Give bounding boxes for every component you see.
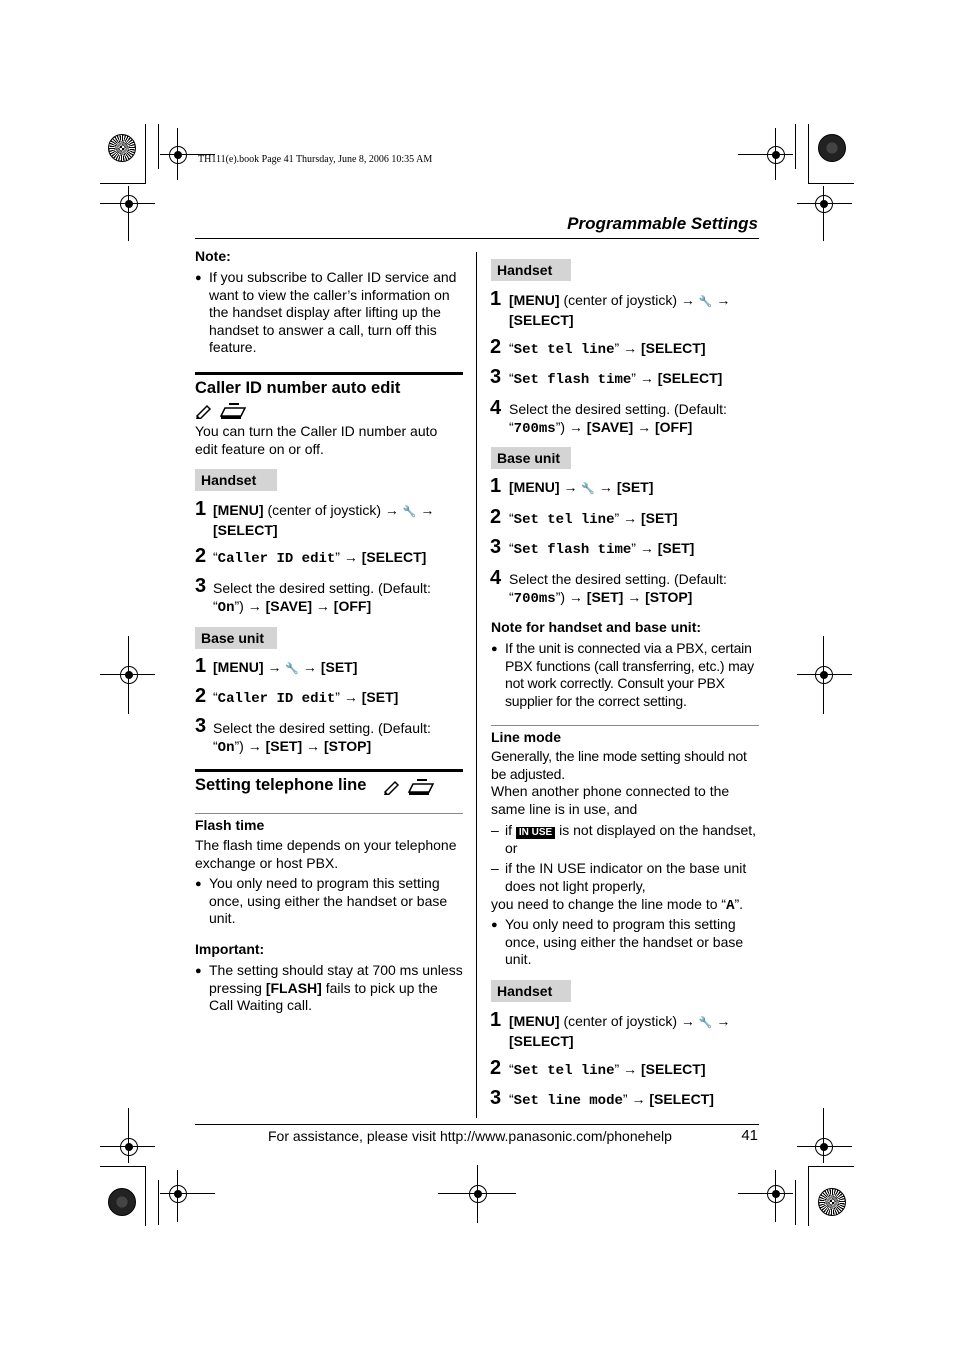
quote: ” — [622, 1091, 628, 1107]
in-use-indicator: IN USE — [516, 827, 555, 839]
step-text — [509, 540, 761, 560]
arrow-icon: → — [306, 737, 321, 754]
quote: ”) — [234, 597, 244, 614]
tag-handset: Handset — [491, 259, 571, 281]
arrow-icon: → — [568, 588, 583, 605]
flash-time-title: Flash time — [195, 817, 265, 833]
wrench-icon: 🔧 — [698, 1017, 713, 1029]
arrow-icon: → — [420, 502, 435, 518]
step-text — [213, 580, 465, 617]
arrow-icon: → — [639, 370, 654, 386]
quote: “ — [509, 1061, 514, 1077]
base-unit-icon — [407, 778, 435, 796]
crop-mark — [823, 186, 824, 241]
header-rule — [195, 238, 759, 239]
step-text — [213, 659, 465, 679]
key-select: [SELECT] — [649, 1091, 714, 1107]
step-number: 2 — [490, 1057, 502, 1079]
display-code: Set tel line — [513, 512, 615, 528]
key-menu: [MENU] — [213, 659, 264, 675]
key-select: [SELECT] — [640, 1061, 706, 1077]
print-info: TH111(e).book Page 41 Thursday, June 8, 2006 10:35 AM — [198, 154, 433, 165]
display-code: Caller ID edit — [217, 691, 336, 707]
key-set: [SET] — [320, 659, 358, 675]
key-select: [SELECT] — [509, 311, 574, 328]
arrow-icon: → — [637, 418, 652, 435]
step-text — [509, 571, 761, 608]
crop-mark — [808, 183, 854, 184]
bullet-icon: ● — [195, 272, 202, 284]
display-code: Set line mode — [513, 1093, 623, 1109]
step-number: 3 — [195, 575, 207, 597]
crop-mark — [128, 636, 129, 714]
step-text — [509, 292, 761, 329]
step-number: 2 — [490, 506, 502, 528]
quote: “ — [213, 737, 218, 754]
key-off: [OFF] — [655, 418, 693, 435]
quote: “ — [213, 689, 218, 705]
registration-target-icon — [815, 666, 833, 684]
p3-b: ”. — [734, 896, 744, 912]
note-handset-base-title: Note for handset and base unit: — [491, 619, 702, 635]
step-number: 1 — [490, 475, 502, 497]
subsection-rule — [491, 725, 759, 726]
important-text-b: fails to pick up the Call Waiting call. — [209, 979, 438, 1014]
crop-mark — [823, 1108, 824, 1163]
registration-target-icon — [469, 1185, 487, 1203]
key-flash: [FLASH] — [265, 979, 322, 996]
step-text — [509, 510, 761, 530]
key-set: [SET] — [640, 510, 678, 526]
quote: “ — [509, 1091, 514, 1107]
key-stop: [STOP] — [323, 737, 372, 754]
crop-mark — [808, 1166, 809, 1226]
quote: “ — [509, 540, 514, 556]
step-text — [213, 502, 465, 539]
registration-burst-icon — [108, 134, 136, 162]
arrow-icon: → — [343, 549, 358, 565]
important-text — [209, 962, 465, 1015]
handset-pen-icon — [383, 779, 403, 795]
tag-base-unit: Base unit — [491, 447, 571, 469]
bullet-icon: ● — [491, 919, 498, 931]
arrow-icon: → — [568, 418, 583, 435]
step-number: 3 — [490, 366, 502, 388]
crop-mark — [797, 1146, 852, 1147]
arrow-icon: → — [267, 659, 282, 675]
quote: ” — [614, 1061, 620, 1077]
registration-target-icon — [815, 1138, 833, 1156]
registration-target-icon — [169, 146, 187, 164]
crop-mark — [738, 1193, 793, 1194]
note-text: If you subscribe to Caller ID service and want to view the caller’s information on the handset display after lifting up the handset to answer a call, turn off this feature. — [209, 269, 457, 356]
step-text — [509, 1091, 761, 1111]
arrow-icon: → — [680, 1013, 695, 1029]
dash-icon: – — [491, 822, 499, 838]
arrow-icon: → — [623, 510, 638, 526]
display-code: Set tel line — [513, 1063, 615, 1079]
key-menu: [MENU] — [509, 292, 560, 308]
step-note: (center of joystick) — [563, 1013, 678, 1029]
arrow-icon: → — [598, 479, 613, 495]
wrench-icon: 🔧 — [402, 506, 417, 518]
line-mode-p1: Generally, the line mode setting should not be adjusted. — [491, 748, 747, 782]
quote: ”) — [234, 737, 244, 754]
crop-mark — [128, 186, 129, 241]
step-number: 1 — [195, 655, 207, 677]
handset-pen-icon — [195, 403, 215, 419]
line-mode-title: Line mode — [491, 729, 562, 745]
arrow-icon: → — [247, 597, 262, 614]
dash1-b: is not displayed on the handset, or — [505, 822, 757, 856]
key-select: [SELECT] — [657, 370, 723, 386]
key-set: [SET] — [616, 479, 654, 495]
step-number: 1 — [490, 1009, 502, 1031]
display-code: Caller ID edit — [217, 551, 336, 567]
quote: ”) — [555, 588, 566, 605]
page-header-title: Programmable Settings — [567, 214, 758, 233]
step-text — [213, 549, 465, 569]
section-rule — [195, 372, 463, 375]
dash1-a: if — [505, 822, 512, 838]
footer-text: For assistance, please visit http://www.panasonic.com/phonehelp — [268, 1128, 672, 1144]
display-code: On — [217, 739, 235, 756]
crop-mark — [177, 1170, 178, 1222]
crop-mark — [775, 1170, 776, 1222]
crop-mark — [823, 636, 824, 714]
arrow-icon: → — [639, 540, 654, 556]
key-set: [SET] — [361, 689, 399, 705]
flash-time-bullet: You only need to program this setting once, using either the handset or base unit. — [209, 875, 448, 927]
registration-target-icon — [767, 146, 785, 164]
display-code: On — [217, 599, 235, 616]
subsection-rule — [195, 813, 463, 814]
flash-time-text: The flash time depends on your telephone exchange or host PBX. — [195, 837, 457, 871]
tag-base-unit: Base unit — [195, 627, 277, 649]
dash-icon: – — [491, 860, 499, 876]
arrow-icon: → — [384, 502, 399, 518]
bullet-icon: ● — [491, 643, 498, 655]
caller-id-intro: You can turn the Caller ID number auto edit feature on or off. — [195, 423, 438, 457]
quote: ” — [631, 370, 636, 386]
quote: “ — [509, 510, 514, 526]
line-mode-bullet: You only need to program this setting once, using either the handset or base unit. — [505, 916, 744, 968]
key-select: [SELECT] — [213, 521, 278, 538]
crop-mark — [100, 203, 155, 204]
crop-mark — [100, 674, 155, 675]
quote: “ — [509, 588, 514, 605]
crop-mark — [158, 124, 159, 169]
step-number: 1 — [195, 498, 207, 520]
step-text — [509, 1013, 761, 1050]
step-text — [509, 370, 761, 390]
tag-handset: Handset — [491, 980, 571, 1002]
column-divider — [476, 252, 477, 1118]
crop-mark — [100, 183, 145, 184]
registration-target-icon — [767, 1185, 785, 1203]
crop-mark — [795, 1180, 796, 1225]
step-number: 2 — [490, 336, 502, 358]
key-set: [SET] — [657, 540, 695, 556]
key-menu: [MENU] — [213, 502, 264, 518]
line-mode-dash1 — [505, 822, 760, 857]
wrench-icon: 🔧 — [698, 296, 713, 308]
quote: ” — [335, 689, 340, 705]
crop-mark — [160, 1193, 215, 1194]
quote: ” — [614, 510, 620, 526]
quote: “ — [213, 597, 218, 614]
quote: ”) — [555, 418, 566, 435]
arrow-icon: → — [247, 737, 262, 754]
crop-mark — [795, 124, 796, 169]
key-stop: [STOP] — [645, 588, 693, 605]
step-instruction: Select the desired setting. (Default: — [213, 720, 431, 736]
crop-mark — [145, 1166, 146, 1226]
crop-mark — [100, 1166, 145, 1167]
step-note: (center of joystick) — [267, 502, 382, 518]
section-title-caller-id: Caller ID number auto edit — [195, 379, 401, 397]
crop-mark — [145, 124, 146, 184]
key-select: [SELECT] — [509, 1032, 574, 1049]
arrow-icon: → — [623, 1061, 638, 1077]
important-text-a: The setting should stay at 700 ms unless pressing — [209, 962, 463, 996]
line-mode-p2: When another phone connected to the same line is in use, and — [491, 783, 730, 817]
registration-burst-icon — [818, 1188, 846, 1216]
key-select: [SELECT] — [640, 340, 706, 356]
display-code: A — [726, 898, 735, 914]
crop-mark — [808, 124, 809, 184]
step-number: 1 — [490, 288, 502, 310]
quote: ” — [335, 549, 340, 565]
key-select: [SELECT] — [361, 549, 427, 565]
important-title: Important: — [195, 941, 265, 957]
crop-mark — [100, 1146, 155, 1147]
key-off: [OFF] — [333, 597, 372, 614]
registration-burst-icon — [108, 1188, 136, 1216]
crop-mark — [797, 203, 852, 204]
bullet-icon: ● — [195, 878, 202, 890]
step-number: 2 — [195, 685, 207, 707]
crop-mark — [128, 1108, 129, 1163]
key-save: [SAVE] — [265, 597, 313, 614]
quote: “ — [509, 370, 514, 386]
registration-target-icon — [815, 195, 833, 213]
arrow-icon: → — [343, 689, 358, 705]
arrow-icon: → — [623, 340, 638, 356]
arrow-icon: → — [315, 597, 330, 614]
arrow-icon: → — [680, 292, 695, 308]
crop-mark — [438, 1193, 516, 1194]
quote: ” — [614, 340, 620, 356]
key-menu: [MENU] — [509, 479, 560, 495]
crop-mark — [477, 1165, 478, 1223]
arrow-icon: → — [716, 292, 731, 308]
line-mode-dash2: if the IN USE indicator on the base unit does not light properly, — [505, 860, 747, 894]
quote: “ — [213, 549, 218, 565]
step-instruction: Select the desired setting. (Default: — [213, 580, 431, 596]
note-title: Note: — [195, 248, 231, 264]
step-text — [213, 689, 465, 709]
line-mode-p3 — [491, 896, 759, 916]
crop-mark — [158, 1180, 159, 1225]
step-text — [509, 479, 761, 499]
quote: “ — [509, 340, 514, 356]
display-code: Set flash time — [513, 372, 632, 388]
registration-target-icon — [120, 195, 138, 213]
crop-mark — [808, 1166, 854, 1167]
key-save: [SAVE] — [586, 418, 634, 435]
arrow-icon: → — [631, 1091, 646, 1107]
section-rule — [195, 769, 463, 772]
base-unit-icon — [219, 402, 247, 420]
wrench-icon: 🔧 — [581, 483, 596, 495]
quote: “ — [509, 418, 514, 435]
step-note: (center of joystick) — [563, 292, 678, 308]
tag-handset: Handset — [195, 469, 277, 491]
step-number: 3 — [490, 1087, 502, 1109]
step-text — [509, 401, 761, 438]
key-set: [SET] — [265, 737, 303, 754]
display-code: Set tel line — [513, 342, 615, 358]
registration-burst-icon — [818, 134, 846, 162]
step-number: 4 — [490, 397, 502, 419]
registration-target-icon — [169, 1185, 187, 1203]
footer-rule — [195, 1124, 759, 1125]
key-menu: [MENU] — [509, 1013, 560, 1029]
display-code: Set flash time — [513, 542, 632, 558]
step-text — [213, 720, 465, 757]
arrow-icon: → — [302, 659, 317, 675]
note-handset-base-text: If the unit is connected via a PBX, certain PBX functions (call transferring, etc.) may not work correctly. Consult your PBX supplier for the correct setting. — [505, 640, 754, 709]
step-number: 3 — [490, 536, 502, 558]
step-number: 3 — [195, 715, 207, 737]
registration-target-icon — [120, 666, 138, 684]
arrow-icon: → — [627, 588, 642, 605]
p3-a: you need to change the line mode to “ — [491, 896, 727, 912]
step-text — [509, 1061, 761, 1081]
page-number: 41 — [741, 1127, 758, 1144]
registration-target-icon — [120, 1138, 138, 1156]
step-number: 4 — [490, 567, 502, 589]
crop-mark — [738, 154, 793, 155]
arrow-icon: → — [563, 479, 578, 495]
wrench-icon: 🔧 — [285, 663, 300, 675]
display-code: 700ms — [513, 420, 556, 437]
step-number: 2 — [195, 545, 207, 567]
key-set: [SET] — [586, 588, 624, 605]
crop-mark — [797, 674, 852, 675]
step-instruction: Select the desired setting. (Default: — [509, 401, 727, 417]
step-instruction: Select the desired setting. (Default: — [509, 571, 727, 587]
quote: ” — [631, 540, 636, 556]
section-title-telephone-line: Setting telephone line — [195, 776, 367, 794]
step-text — [509, 340, 761, 360]
bullet-icon: ● — [195, 965, 202, 977]
arrow-icon: → — [716, 1013, 731, 1029]
display-code: 700ms — [513, 590, 556, 607]
